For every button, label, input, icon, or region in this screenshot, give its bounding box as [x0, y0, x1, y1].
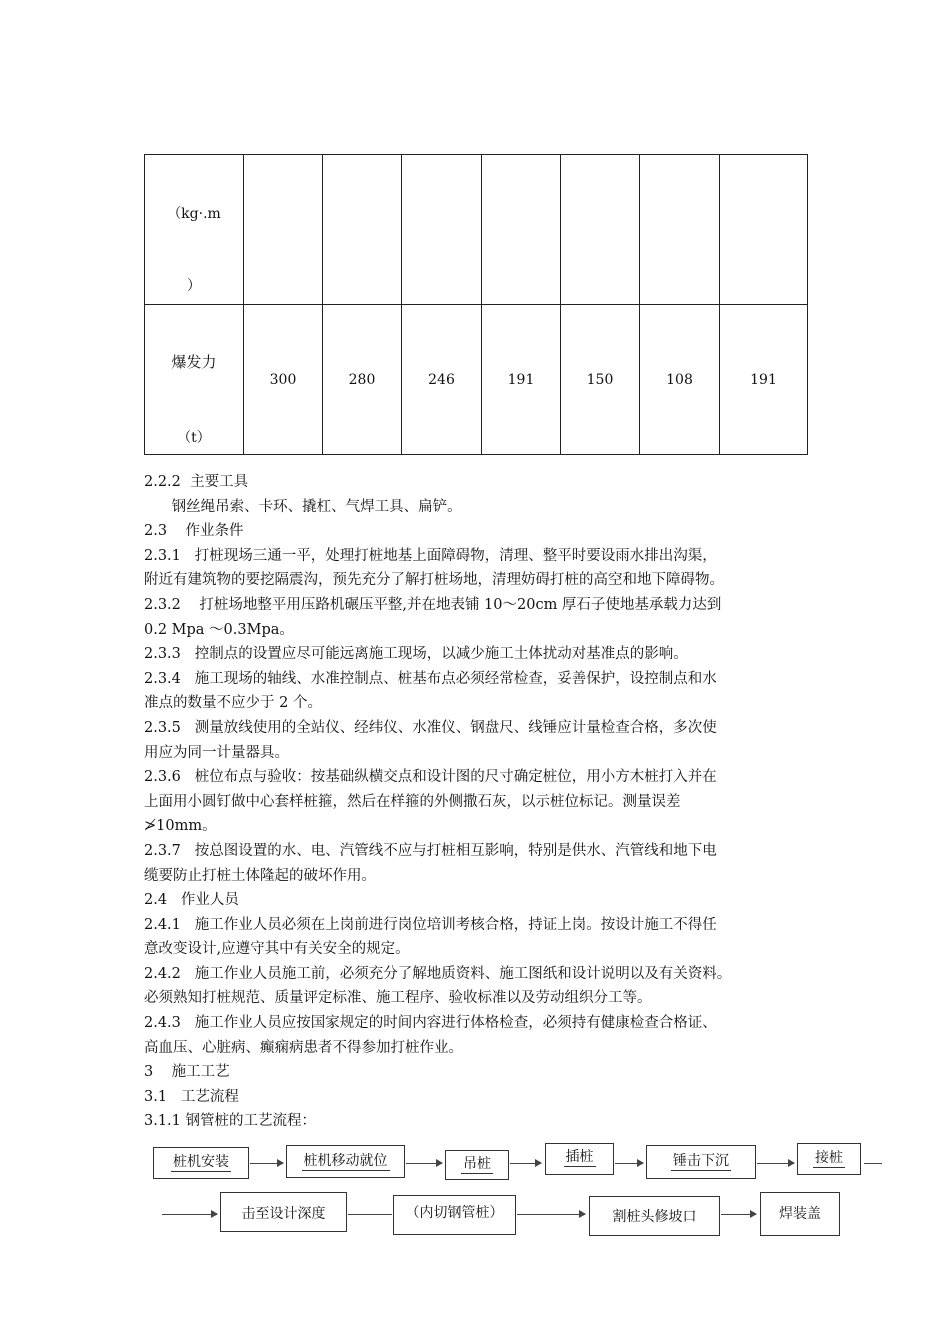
- text-line: 2.3.3 控制点的设置应尽可能远离施工现场，以减少施工土体扰动对基准点的影响。: [144, 646, 688, 663]
- flow-arrow: [162, 1214, 217, 1215]
- flow-connector-line: [864, 1163, 882, 1164]
- flow-arrow: [517, 1214, 585, 1215]
- table-cell: [720, 155, 808, 305]
- text-line: 2.3.2 打桩场地整平用压路机碾压平整,并在地表铺 10～20cm 厚石子使地基承载力达到: [144, 596, 722, 613]
- flow-step-hammer: 锤击下沉: [646, 1145, 756, 1179]
- table-cell: [244, 155, 323, 305]
- flow-step-lift: 吊桩: [445, 1150, 509, 1180]
- text-line: 2.4.3 施工作业人员应按国家规定的时间内容进行体格检查，必须持有健康检查合格证、: [144, 1015, 717, 1032]
- flow-step-splice: 接桩: [797, 1143, 861, 1175]
- text-line: 2.4.2 施工作业人员施工前，必须充分了解地质资料、施工图纸和设计说明以及有关资料。: [144, 965, 732, 982]
- table-cell-value: 108: [640, 305, 720, 455]
- table-cell-value: 280: [323, 305, 402, 455]
- text-line: 2.3.1 打桩现场三通一平，处理打桩地基上面障碍物，清理、整平时要设雨水排出沟渠，: [144, 547, 717, 564]
- flow-arrow: [757, 1163, 794, 1164]
- text-line: 2.4.1 施工作业人员必须在上岗前进行岗位培训考核合格，持证上岗。按设计施工不得任: [144, 916, 717, 933]
- table-cell-value: 246: [402, 305, 482, 455]
- text-line: 用应为同一计量器具。: [144, 744, 289, 761]
- text-line: 3.1 工艺流程: [144, 1088, 239, 1105]
- text-line: 准点的数量不应少于 2 个。: [144, 695, 322, 712]
- text-line: 2.3 作业条件: [144, 523, 244, 540]
- text-line: 附近有建筑物的要挖隔震沟，预先充分了解打桩场地，清理妨碍打桩的高空和地下障碍物。: [144, 572, 724, 589]
- text-line: 2.4 作业人员: [144, 892, 239, 909]
- table-cell-value: 191: [720, 305, 808, 455]
- table-cell: [402, 155, 482, 305]
- text-line: 3 施工工艺: [144, 1064, 230, 1081]
- flow-step-inner-cut: （内切钢管桩）: [393, 1195, 516, 1235]
- text-line: 缆要防止打桩土体隆起的破坏作用。: [144, 867, 376, 884]
- text-line: 2.3.6 桩位布点与验收：按基础纵横交点和设计图的尺寸确定桩位，用小方木桩打入并在: [144, 769, 717, 786]
- text-line: ≯10mm。: [144, 818, 217, 835]
- flow-arrow: [406, 1163, 442, 1164]
- flow-step-cut-bevel: 割桩头修坡口: [589, 1196, 720, 1236]
- text-line: 3.1.1 钢管桩的工艺流程：: [144, 1113, 317, 1130]
- flow-arrow: [615, 1163, 643, 1164]
- flow-step-position: 桩机移动就位: [286, 1145, 405, 1178]
- text-line: 上面用小圆钉做中心套样桩箍，然后在样箍的外侧撒石灰，以示桩位标记。测量误差: [144, 793, 681, 810]
- table-cell-value: 300: [244, 305, 323, 455]
- row-label-unit: （kg·.m ）: [145, 155, 244, 305]
- table-row: [145, 305, 808, 455]
- table-cell: [323, 155, 402, 305]
- flow-step-install: 桩机安装: [153, 1147, 249, 1179]
- text-line: 2.3.5 测量放线使用的全站仪、经纬仪、水准仪、钢盘尺、线锤应计量检查合格，多次使: [144, 719, 717, 736]
- text-line: 2.2.2 主要工具: [144, 474, 249, 490]
- flow-connector-line: [348, 1214, 392, 1215]
- text-line: 意改变设计,应遵守其中有关安全的规定。: [144, 941, 410, 958]
- table-row: [145, 155, 808, 305]
- table-cell-value: 191: [482, 305, 561, 455]
- text-line: 0.2 Mpa ～0.3Mpa。: [144, 621, 294, 638]
- flow-step-weld-cap: 焊装盖: [760, 1192, 840, 1236]
- row-label-force: 爆发力 （t）: [145, 305, 244, 455]
- text-line: 高血压、心脏病、癫痫病患者不得参加打桩作业。: [144, 1039, 463, 1056]
- table-cell: [640, 155, 720, 305]
- text-line: 2.3.7 按总图设置的水、电、汽管线不应与打桩相互影响，特别是供水、汽管线和地下电: [144, 842, 717, 859]
- document-body: [144, 470, 819, 1134]
- text-line: 钢丝绳吊索、卡环、撬杠、气焊工具、扁铲。: [144, 498, 462, 515]
- flow-step-drive-depth: 击至设计深度: [220, 1192, 347, 1232]
- flow-arrow: [250, 1163, 283, 1164]
- table-cell: [561, 155, 640, 305]
- text-line: 必须熟知打桩规范、质量评定标准、施工程序、验收标准以及劳动组织分工等。: [144, 990, 652, 1007]
- table-cell-value: 150: [561, 305, 640, 455]
- text-line: 2.3.4 施工现场的轴线、水准控制点、桩基布点必须经常检查，妥善保护，设控制点和水: [144, 670, 717, 687]
- flow-arrow: [721, 1214, 756, 1215]
- table-cell: [482, 155, 561, 305]
- flow-arrow: [510, 1163, 541, 1164]
- flow-step-insert: 插桩: [545, 1143, 614, 1175]
- parameter-table: [144, 154, 808, 455]
